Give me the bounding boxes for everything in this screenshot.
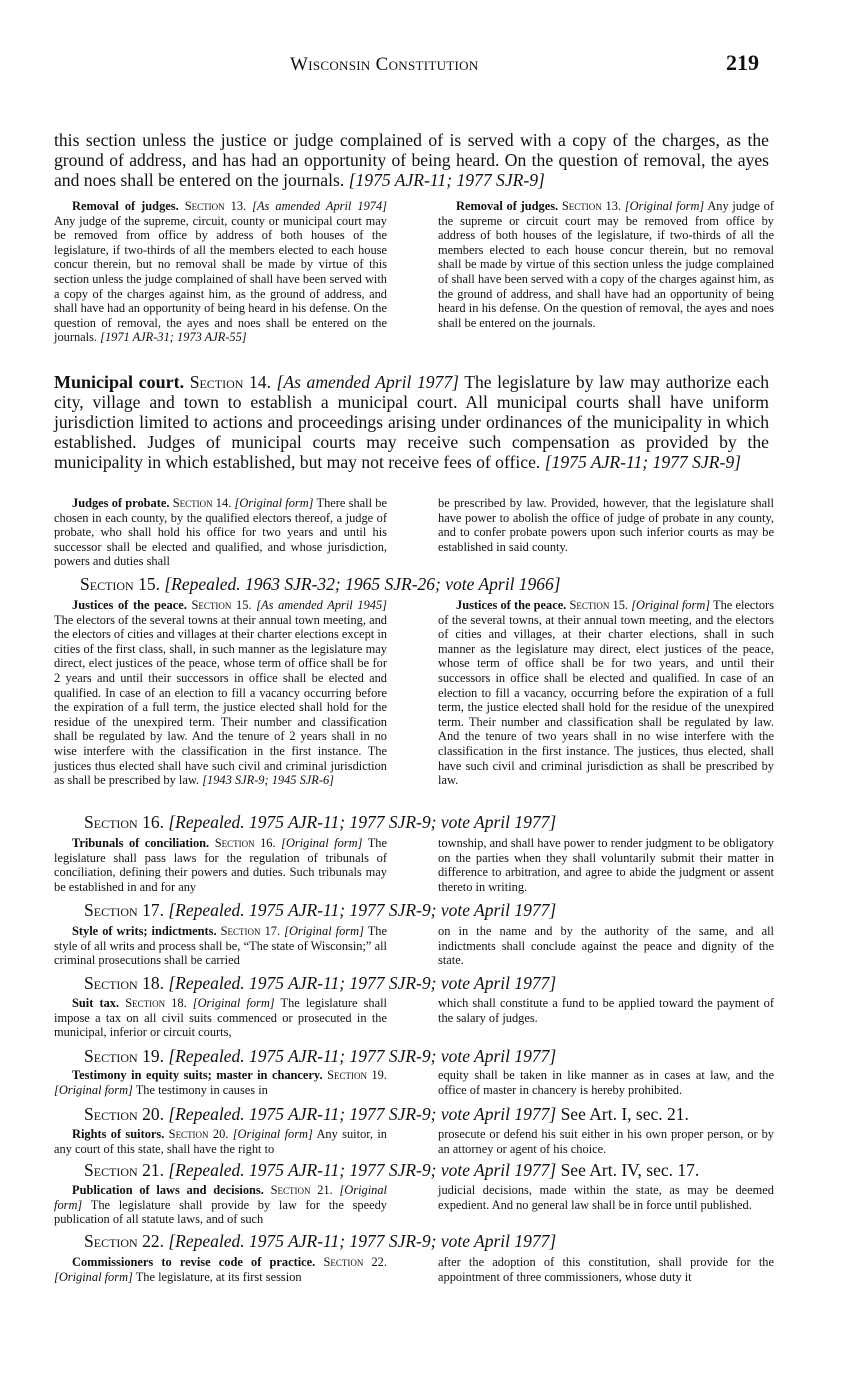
- history-left-column: Commissioners to revise code of practice. Section 22. [Original form] The legislature, at its first session: [54, 1255, 387, 1284]
- section-14-paragraph: Municipal court. Section 14. [As amended April 1977] The legislature by law may authorize each city, village and town to establish a municipal court. All municipal courts shall have uniform jurisdiction limited to actions and proceedings arising under ordinances of the municipality in which established. Judges of municipal courts may receive such compensation as provided by the municipality in which established, but may not receive fees of office. [1975 AJR-11; 1977 SJR-9]: [54, 372, 769, 472]
- running-title: Wisconsin Constitution: [290, 54, 479, 75]
- section-21-heading: Section 21. [Repealed. 1975 AJR-11; 1977 SJR-9; vote April 1977] See Art. IV, sec. 17.: [84, 1160, 700, 1180]
- history-left-column: Suit tax. Section 18. [Original form] The legislature shall impose a tax on all civil suits commenced or prosecuted in the municipal, inferior or circuit courts,: [54, 996, 387, 1040]
- history-right-column: be prescribed by law. Provided, however, that the legislature shall have power to abolish the office of judge of probate in any county, and to confer probate powers upon such inferior courts as may be established in said county.: [438, 496, 774, 554]
- history-left-column: Publication of laws and decisions. Section 21. [Original form] The legislature shall provide by law for the speedy publication of all statute laws, and of such: [54, 1183, 387, 1227]
- section-17-heading: Section 17. [Repealed. 1975 AJR-11; 1977 SJR-9; vote April 1977]: [84, 900, 557, 920]
- history-left-column: Justices of the peace. Section 15. [As amended April 1945] The electors of the several towns at their annual town meeting, and the electors of cities and villages at their charter elections except in cities of the first class, shall, in such manner as the legislature may direct, elect justices of the peace, whose term of office shall be for 2 years and until their successors in office shall be elected and qualified. In case of an election to fill a vacancy occurring before the expiration of a full term, the justice elected shall hold for the residue of the unexpired term. Their number and classification shall be regulated by law. And the tenure of 2 years shall in no wise interfere with the classification in the first instance. The justices thus elected shall have such civil and criminal jurisdiction as shall be prescribed by law. [1943 SJR-9; 1945 SJR-6]: [54, 598, 387, 788]
- history-left-column: Removal of judges. Section 13. [As amended April 1974] Any judge of the supreme, circuit, county or municipal court may be removed from office by address of both houses of the legislature, if two-thirds of all the members elected to each house concur therein, but no removal shall be made by virtue of this section unless the judge complained of shall have been served with a copy of the charges against him, as the ground of address, and shall have had an opportunity of being heard in his defense. On the question of removal, the ayes and noes shall be entered on the journals. [1971 AJR-31; 1973 AJR-55]: [54, 199, 388, 345]
- citation: [1975 AJR-11; 1977 SJR-9]: [348, 170, 545, 190]
- history-right-column: on in the name and by the authority of the same, and all indictments shall conclude against the peace and dignity of the state.: [438, 924, 774, 968]
- section-15-history: [54, 598, 774, 788]
- history-right-column: Justices of the peace. Section 15. [Original form] The electors of the several towns, at their annual town meeting, and the electors of cities and villages, at their charter elections, shall in such manner as the legislature may direct, elect justices of the peace, whose term of office shall be for two years, and until their successors in office shall be elected and qualified. In case of an election to fill a vacancy, occurring before the expiration of a full term, the justice elected shall hold for the residue of the unexpired term. Their number and classification shall be regulated by law. And the tenure of two years shall in no wise interfere with the classification in the first instance. The justices, thus elected, shall have such civil and criminal jurisdiction as shall be prescribed by law.: [438, 598, 774, 788]
- history-left-column: Judges of probate. Section 14. [Original form] There shall be chosen in each county, by the qualified electors thereof, a judge of probate, who shall hold his office for two years and until his successor shall be elected and qualified, and whose jurisdiction, powers and duties shall: [54, 496, 387, 569]
- history-right-column: township, and shall have power to render judgment to be obligatory on the parties when they shall voluntarily submit their matter in difference to arbitration, and agree to abide the judgment or assent thereto in writing.: [438, 836, 774, 894]
- history-right-column: equity shall be taken in like manner as in cases at law, and the office of master in chancery is hereby prohibited.: [438, 1068, 774, 1097]
- section-16-heading: Section 16. [Repealed. 1975 AJR-11; 1977 SJR-9; vote April 1977]: [84, 812, 557, 832]
- section-18-history: [54, 996, 774, 1040]
- section-20-heading: Section 20. [Repealed. 1975 AJR-11; 1977 SJR-9; vote April 1977] See Art. I, sec. 21.: [84, 1104, 689, 1124]
- history-left-column: Testimony in equity suits; master in chancery. Section 19. [Original form] The testimony in causes in: [54, 1068, 387, 1097]
- history-right-column: after the adoption of this constitution, shall provide for the appointment of three commissioners, whose duty it: [438, 1255, 774, 1284]
- continuation-paragraph: this section unless the justice or judge complained of is served with a copy of the charges, as the ground of address, and has had an opportunity of being heard. On the question of removal, the ayes and noes shall be entered on the journals. [1975 AJR-11; 1977 SJR-9]: [54, 130, 769, 190]
- cross-reference: See Art. I, sec. 21.: [560, 1104, 689, 1124]
- section-16-history: [54, 836, 774, 894]
- section-19-heading: Section 19. [Repealed. 1975 AJR-11; 1977 SJR-9; vote April 1977]: [84, 1046, 557, 1066]
- cross-reference: See Art. IV, sec. 17.: [560, 1160, 700, 1180]
- history-right-column: judicial decisions, made within the state, as may be deemed expedient. And no general law shall be in force until published.: [438, 1183, 774, 1212]
- section-21-history: [54, 1183, 774, 1227]
- section-20-history: [54, 1127, 774, 1156]
- citation: [1971 AJR-31; 1973 AJR-55]: [100, 330, 247, 345]
- section-18-heading: Section 18. [Repealed. 1975 AJR-11; 1977 SJR-9; vote April 1977]: [84, 973, 557, 993]
- page-number: 219: [726, 50, 759, 75]
- history-right-column: Removal of judges. Section 13. [Original form] Any judge of the supreme or circuit court may be removed from office by address of both houses of the legislature, if two-thirds of all the members elected to each house concur therein, but no removal shall be made by virtue of this section unless the judge complained of shall have been served with a copy of the charges against him, as the ground of address, and shall have had an opportunity of being heard in his defense. On the question of removal, the ayes and noes shall be entered on the journals.: [438, 199, 774, 330]
- history-left-column: Style of writs; indictments. Section 17. [Original form] The style of all writs and process shall be, “The state of Wisconsin;” all criminal prosecutions shall be carried: [54, 924, 387, 968]
- history-right-column: which shall constitute a fund to be applied toward the payment of the salary of judges.: [438, 996, 774, 1025]
- section-19-history: [54, 1068, 774, 1097]
- citation: [1975 AJR-11; 1977 SJR-9]: [544, 452, 741, 472]
- section-22-heading: Section 22. [Repealed. 1975 AJR-11; 1977 SJR-9; vote April 1977]: [84, 1231, 557, 1251]
- section-15-heading: Section 15. [Repealed. 1963 SJR-32; 1965 SJR-26; vote April 1966]: [80, 574, 561, 594]
- history-right-column: prosecute or defend his suit either in his own proper person, or by an attorney or agent of his choice.: [438, 1127, 774, 1156]
- history-left-column: Rights of suitors. Section 20. [Original form] Any suitor, in any court of this state, shall have the right to: [54, 1127, 387, 1156]
- section-13-history: [54, 199, 774, 345]
- section-22-history: [54, 1255, 774, 1284]
- page-header: [0, 50, 859, 80]
- section-14-history: [54, 496, 774, 569]
- section-17-history: [54, 924, 774, 968]
- section-heading: Municipal court.: [54, 372, 185, 392]
- citation: [1943 SJR-9; 1945 SJR-6]: [202, 773, 334, 788]
- history-left-column: Tribunals of conciliation. Section 16. [Original form] The legislature shall pass laws for the regulation of tribunals of conciliation, defining their powers and duties. Such tribunals may be established in and for any: [54, 836, 387, 894]
